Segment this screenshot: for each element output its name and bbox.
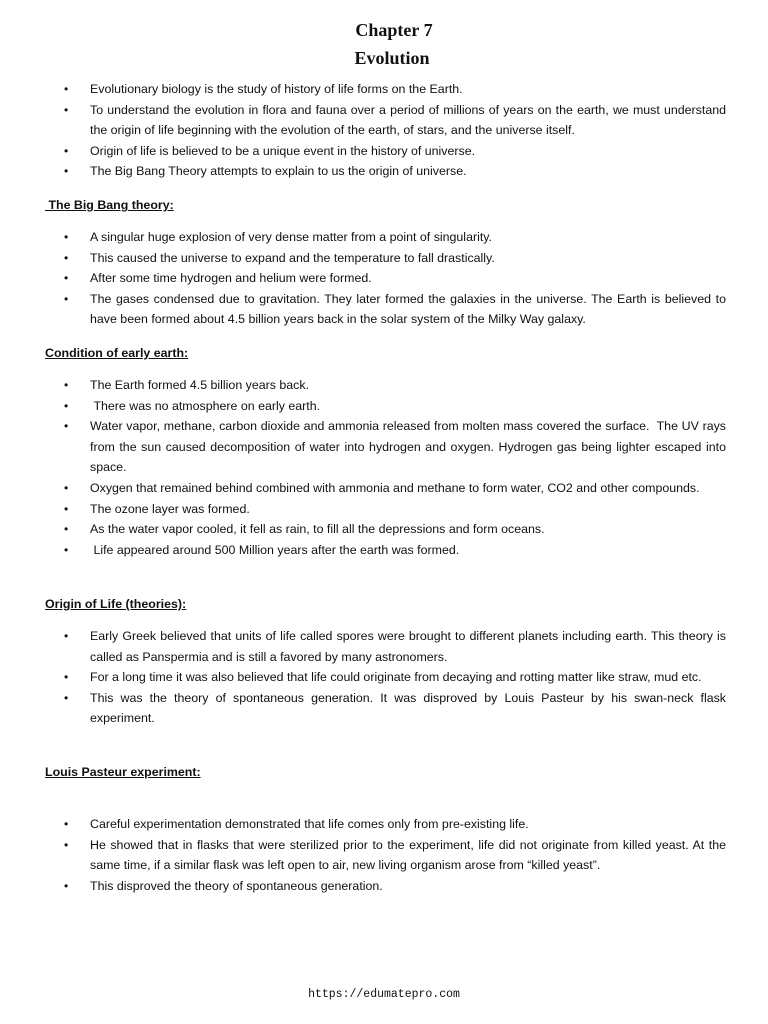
big-bang-list xyxy=(45,227,726,330)
intro-list xyxy=(45,79,726,182)
list-item: • This was the theory of spontaneous generation. It was disproved by Louis Pasteur by his swan-neck flask experiment. xyxy=(45,688,726,729)
pasteur-list xyxy=(45,814,726,896)
list-item: • There was no atmosphere on early earth. xyxy=(45,396,726,417)
list-item: • Water vapor, methane, carbon dioxide and ammonia released from molten mass covered the surface. The UV rays from the sun caused decomposition of water into hydrogen and oxygen. Hydrogen gas being lighter escaped into space. xyxy=(45,416,726,478)
pasteur-list-wrap xyxy=(45,814,726,896)
origin-section xyxy=(45,594,726,614)
early-earth-list-wrap xyxy=(45,375,730,560)
list-item: • This caused the universe to expand and the temperature to fall drastically. xyxy=(45,248,726,269)
list-item: • He showed that in flasks that were sterilized prior to the experiment, life did not originate from killed yeast. At the same time, if a similar flask was left open to air, new living organism arose from “killed yeast”. xyxy=(45,835,726,876)
section-heading: Condition of early earth: xyxy=(45,346,189,360)
list-item: • After some time hydrogen and helium were formed. xyxy=(45,268,726,289)
list-item: • Oxygen that remained behind combined with ammonia and methane to form water, CO2 and other compounds. xyxy=(45,478,726,499)
list-item: • The ozone layer was formed. xyxy=(45,499,726,520)
pasteur-section xyxy=(45,762,726,782)
section-heading: Origin of Life (theories): xyxy=(45,597,187,611)
origin-list xyxy=(45,626,726,729)
intro-section xyxy=(45,79,726,182)
list-item: • Careful experimentation demonstrated that life comes only from pre-existing life. xyxy=(45,814,726,835)
chapter-title: Chapter 7 xyxy=(355,20,433,40)
big-bang-section xyxy=(45,195,726,215)
list-item: • A singular huge explosion of very dense matter from a point of singularity. xyxy=(45,227,726,248)
list-item: • Early Greek believed that units of life called spores were brought to different planets including earth. This theory is called as Panspermia and is still a favored by many astronomers. xyxy=(45,626,726,667)
list-item: • The Earth formed 4.5 billion years back. xyxy=(45,375,726,396)
big-bang-list-wrap xyxy=(45,227,726,330)
chapter-subject: Evolution xyxy=(354,48,430,68)
list-item: • Evolutionary biology is the study of history of life forms on the Earth. xyxy=(45,79,726,100)
list-item: • Origin of life is believed to be a unique event in the history of universe. xyxy=(45,141,726,162)
list-item: • Life appeared around 500 Million years after the earth was formed. xyxy=(45,540,726,561)
origin-list-wrap xyxy=(45,626,726,729)
list-item: • To understand the evolution in flora and fauna over a period of millions of years on the earth, we must understand the origin of life beginning with the evolution of the earth, of stars, and the universe itself. xyxy=(45,100,726,141)
early-earth-section xyxy=(45,343,726,363)
footer-url[interactable]: https://edumatepro.com xyxy=(308,988,460,1001)
list-item: • As the water vapor cooled, it fell as rain, to fill all the depressions and form oceans. xyxy=(45,519,726,540)
section-heading: Louis Pasteur experiment: xyxy=(45,765,201,779)
section-heading: The Big Bang theory: xyxy=(45,198,174,212)
list-item: • The gases condensed due to gravitation. They later formed the galaxies in the universe. The Earth is believed to have been formed about 4.5 billion years back in the solar system of the Milky Way galaxy. xyxy=(45,289,726,330)
list-item: • The Big Bang Theory attempts to explain to us the origin of universe. xyxy=(45,161,726,182)
list-item: • For a long time it was also believed that life could originate from decaying and rotting matter like straw, mud etc. xyxy=(45,667,726,688)
list-item: • This disproved the theory of spontaneous generation. xyxy=(45,876,726,897)
early-earth-list xyxy=(45,375,730,560)
